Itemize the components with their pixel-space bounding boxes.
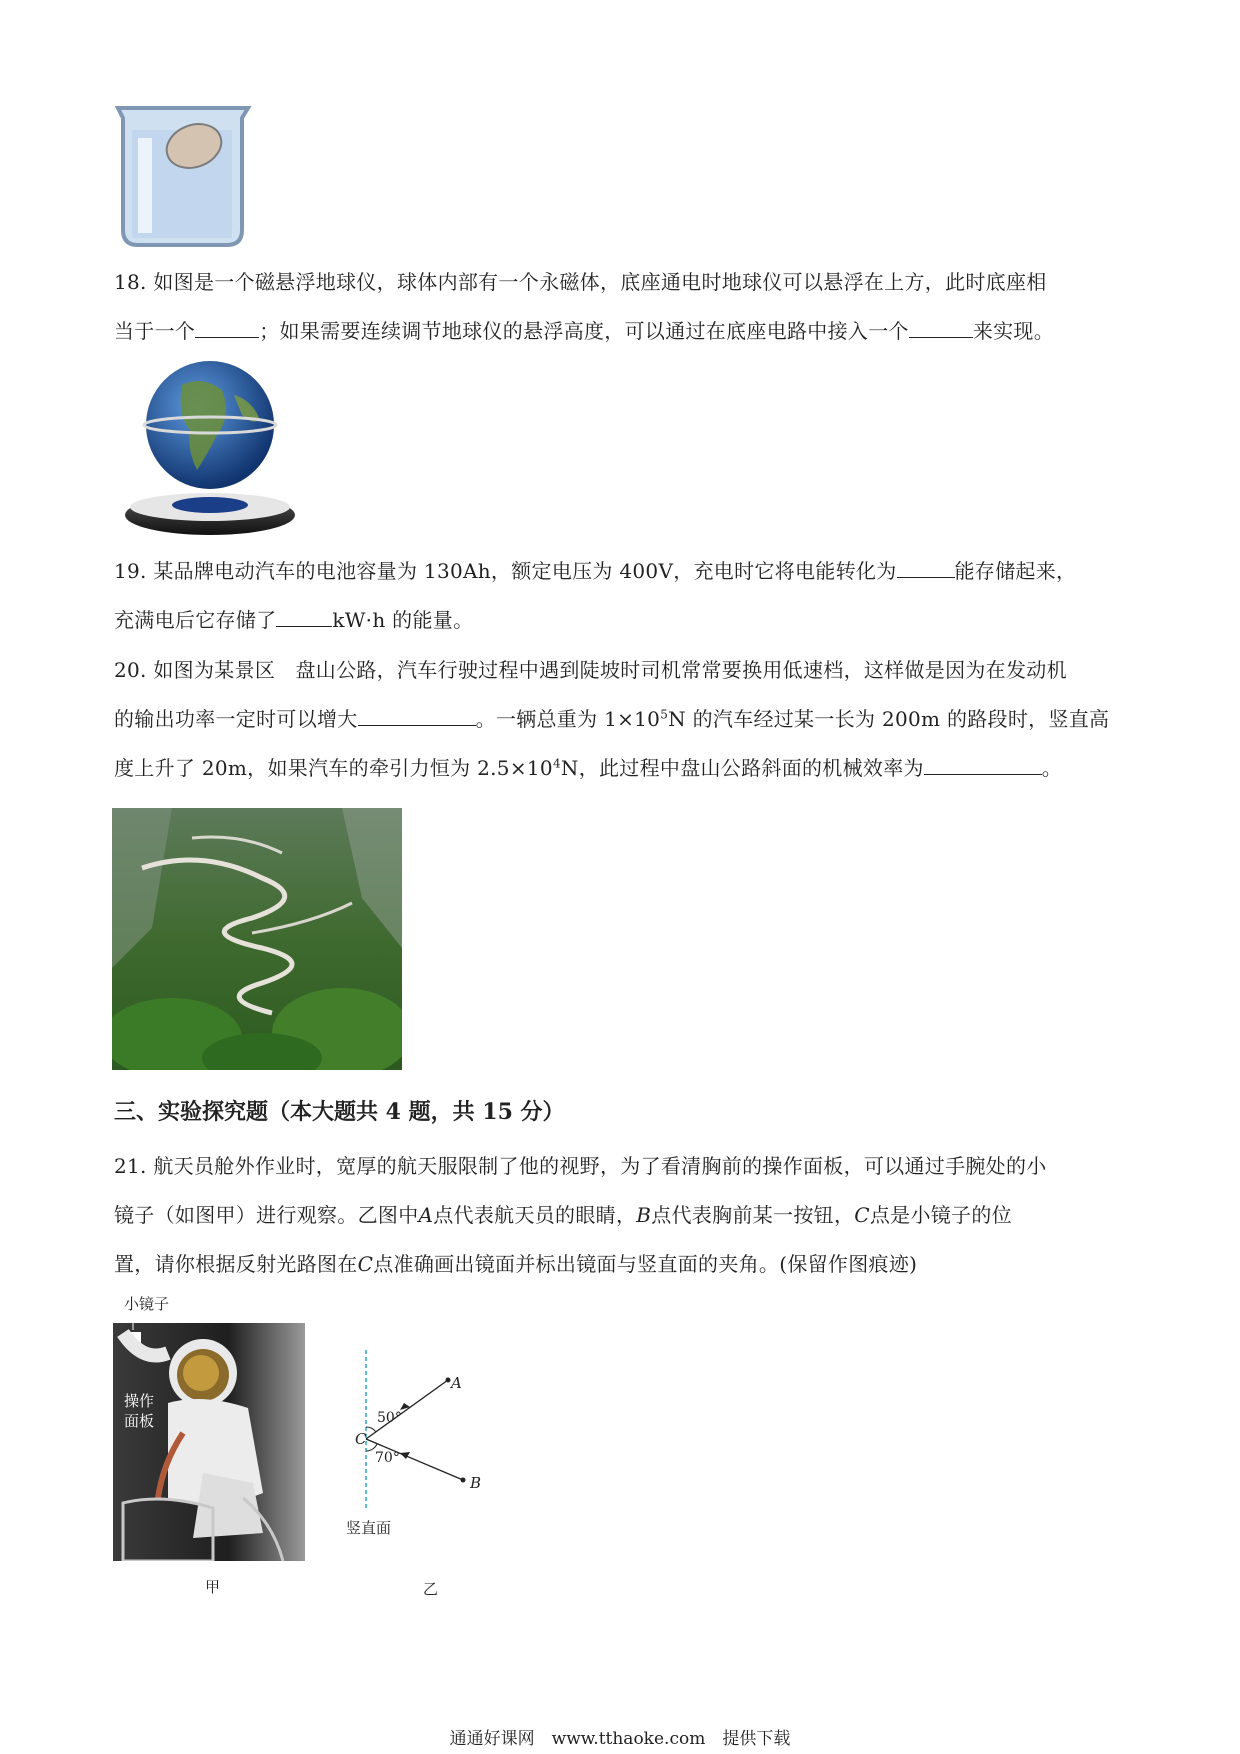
answer-blank[interactable]	[358, 703, 476, 726]
q18-line2: 当于一个 ；如果需要连续调节地球仪的悬浮高度，可以通过在底座电路中接入一个 来实现。	[114, 307, 1124, 356]
section-3-title: 三、实验探究题（本大题共 4 题，共 15 分）	[114, 1099, 565, 1125]
q19-line1: 19. 某品牌电动汽车的电池容量为 130Ah，额定电压为 400V，充电时它将电能转化为 能存储起来，	[114, 547, 1124, 596]
q20-line2: 的输出功率一定时可以增大 。一辆总重为 $1\times 10^5N$ 的汽车经过某一长为 200m 的路段时，竖直高	[114, 695, 1124, 744]
astronaut-photo	[113, 1323, 305, 1561]
q20-line1: 20. 如图为某景区 盘山公路，汽车行驶过程中遇到陡坡时司机常常要换用低速档，这样做是因为在发动机	[114, 658, 1067, 682]
answer-blank[interactable]	[897, 555, 955, 578]
answer-blank[interactable]	[276, 604, 332, 627]
small-mirror-label: 小镜子	[124, 1295, 170, 1313]
point-c-label: C	[355, 1430, 367, 1448]
q18-line1: 18. 如图是一个磁悬浮地球仪，球体内部有一个永磁体，底座通电时地球仪可以悬浮在上方，此时底座相	[114, 270, 1047, 294]
answer-blank[interactable]	[195, 315, 259, 338]
question-20	[114, 646, 1124, 793]
q19-line2: 充满电后它存储了 kW·h 的能量。	[114, 596, 1124, 645]
q21-line3: 置，请你根据反射光路图在C点准确画出镜面并标出镜面与竖直面的夹角。(保留作图痕迹)	[114, 1252, 918, 1276]
q21-line2: 镜子（如图甲）进行观察。乙图中A点代表航天员的眼睛，B点代表胸前某一按钮，C点是小镜子的位	[114, 1203, 1012, 1227]
answer-blank[interactable]	[909, 315, 973, 338]
angle-50-label: 50°	[377, 1410, 402, 1426]
point-b-label: B	[470, 1474, 482, 1492]
figure-caption-yi: 乙	[423, 1580, 439, 1598]
question-19	[114, 547, 1124, 645]
beaker-figure	[110, 100, 255, 250]
question-21	[114, 1142, 1124, 1289]
vertical-plane-label: 竖直面	[346, 1519, 392, 1537]
page-footer: 通通好课网 www.tthaoke.com 提供下载	[449, 1729, 791, 1749]
angle-70-label: 70°	[375, 1450, 400, 1466]
figure-caption-jia: 甲	[205, 1578, 221, 1596]
point-a-label: A	[451, 1374, 462, 1392]
panel-label-line2: 面板	[124, 1412, 155, 1430]
maglev-globe-figure	[122, 355, 307, 545]
question-18	[114, 258, 1124, 356]
panel-label-line1: 操作	[124, 1392, 155, 1410]
answer-blank[interactable]	[924, 752, 1042, 775]
q20-line3: 度上升了 20m，如果汽车的牵引力恒为 $2.5\times 10^4N$，此过程中盘山公路斜面的机械效率为 。	[114, 744, 1124, 793]
q21-line1: 21. 航天员舱外作业时，宽厚的航天服限制了他的视野，为了看清胸前的操作面板，可以通过手腕处的小	[114, 1154, 1047, 1178]
mountain-road-photo	[112, 808, 402, 1070]
